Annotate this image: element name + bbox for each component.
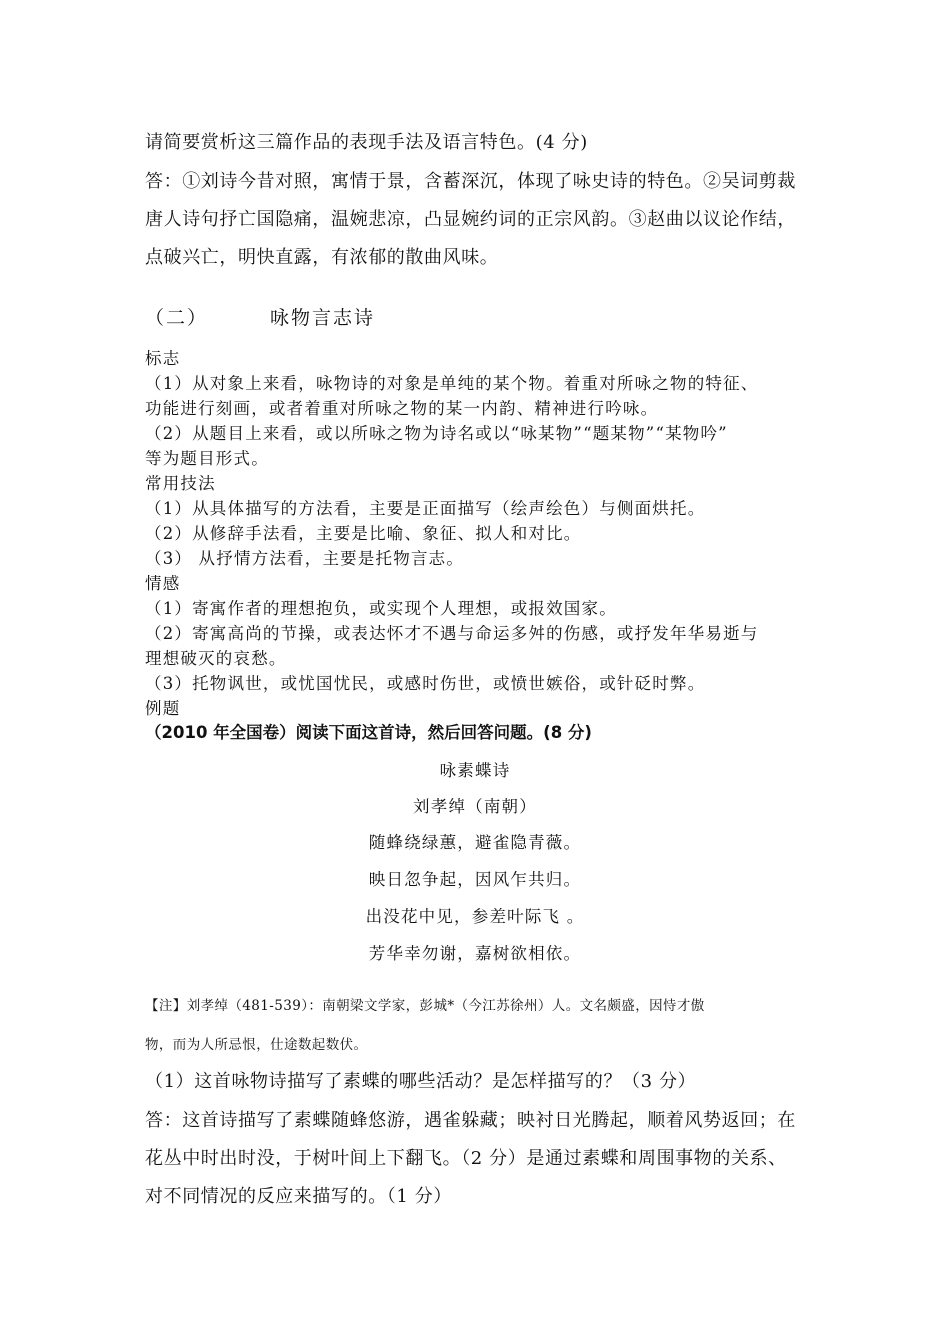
block-item: （3）托物讽世，或忧国忧民，或感时伤世，或愤世嫉俗，或针砭时弊。 <box>145 674 706 693</box>
answer-1-line: 对不同情况的反应来描写的。（1 分） <box>145 1186 452 1207</box>
block-item: （2）从修辞手法看，主要是比喻、象征、拟人和对比。 <box>145 524 582 543</box>
block-item: （1）从具体描写的方法看，主要是正面描写（绘声绘色）与侧面烘托。 <box>145 499 706 518</box>
block-item: （2）寄寓高尚的节操，或表达怀才不遇与命运多舛的伤感，或抒发年华易逝与 <box>145 624 759 643</box>
block-item: （3） 从抒情方法看，主要是托物言志。 <box>145 549 465 568</box>
poem-note-line: 物，而为人所忌恨，仕途数起数伏。 <box>145 1037 368 1053</box>
section-number: （二） <box>145 307 209 329</box>
question-1: （1）这首咏物诗描写了素蝶的哪些活动？是怎样描写的？（3 分） <box>145 1071 697 1092</box>
intro-answer-line: 点破兴亡，明快直露，有浓郁的散曲风味。 <box>145 247 499 268</box>
section-title: 咏物言志诗 <box>270 307 376 329</box>
section-heading <box>145 303 815 330</box>
poem-title: 咏素蝶诗 <box>439 761 511 780</box>
poem-author: 刘孝绰（南朝） <box>413 797 537 816</box>
block-item: （2）从题目上来看，或以所咏之物为诗名或以“咏某物”“题某物”“某物吟” <box>145 424 728 443</box>
example-prompt: （2010 年全国卷）阅读下面这首诗，然后回答问题。(8 分) <box>145 723 592 742</box>
poem-line: 芳华幸勿谢，嘉树欲相依。 <box>368 944 582 963</box>
intro-answer-line: 唐人诗句抒亡国隐痛，温婉悲凉，凸显婉约词的正宗风韵。③赵曲以议论作结， <box>145 209 796 230</box>
block-item: （1）寄寓作者的理想抱负，或实现个人理想，或报效国家。 <box>145 599 617 618</box>
poem-line: 随蜂绕绿蕙，避雀隐青薇。 <box>368 833 582 852</box>
intro-answer-line: 答：①刘诗今昔对照，寓情于景，含蓄深沉，体现了咏史诗的特色。②吴词剪裁 <box>145 171 796 192</box>
block-label: 标志 <box>145 349 181 368</box>
answer-1-line: 花丛中时出时没，于树叶间上下翻飞。（2 分）是通过素蝶和周围事物的关系、 <box>145 1148 787 1169</box>
poem-note-line: 【注】刘孝绰（481-539）：南朝梁文学家，彭城*（今江苏徐州）人。文名颇盛，因恃才傲 <box>145 998 705 1014</box>
block-label: 情感 <box>145 574 181 593</box>
block-label: 常用技法 <box>145 474 216 493</box>
block-item: 等为题目形式。 <box>145 449 269 468</box>
block-item: （1）从对象上来看，咏物诗的对象是单纯的某个物。着重对所咏之物的特征、 <box>145 374 759 393</box>
block-item: 功能进行刻画，或者着重对所咏之物的某一内韵、精神进行吟咏。 <box>145 399 659 418</box>
answer-1-line: 答：这首诗描写了素蝶随蜂悠游，遇雀躲藏；映衬日光腾起，顺着风势返回；在 <box>145 1110 796 1131</box>
intro-question: 请简要赏析这三篇作品的表现手法及语言特色。(4 分) <box>145 132 588 153</box>
poem-line: 出没花中见，参差叶际飞 。 <box>365 907 585 926</box>
block-item: 理想破灭的哀愁。 <box>145 649 287 668</box>
block-label: 例题 <box>145 699 181 718</box>
poem-line: 映日忽争起，因风乍共归。 <box>368 870 582 889</box>
